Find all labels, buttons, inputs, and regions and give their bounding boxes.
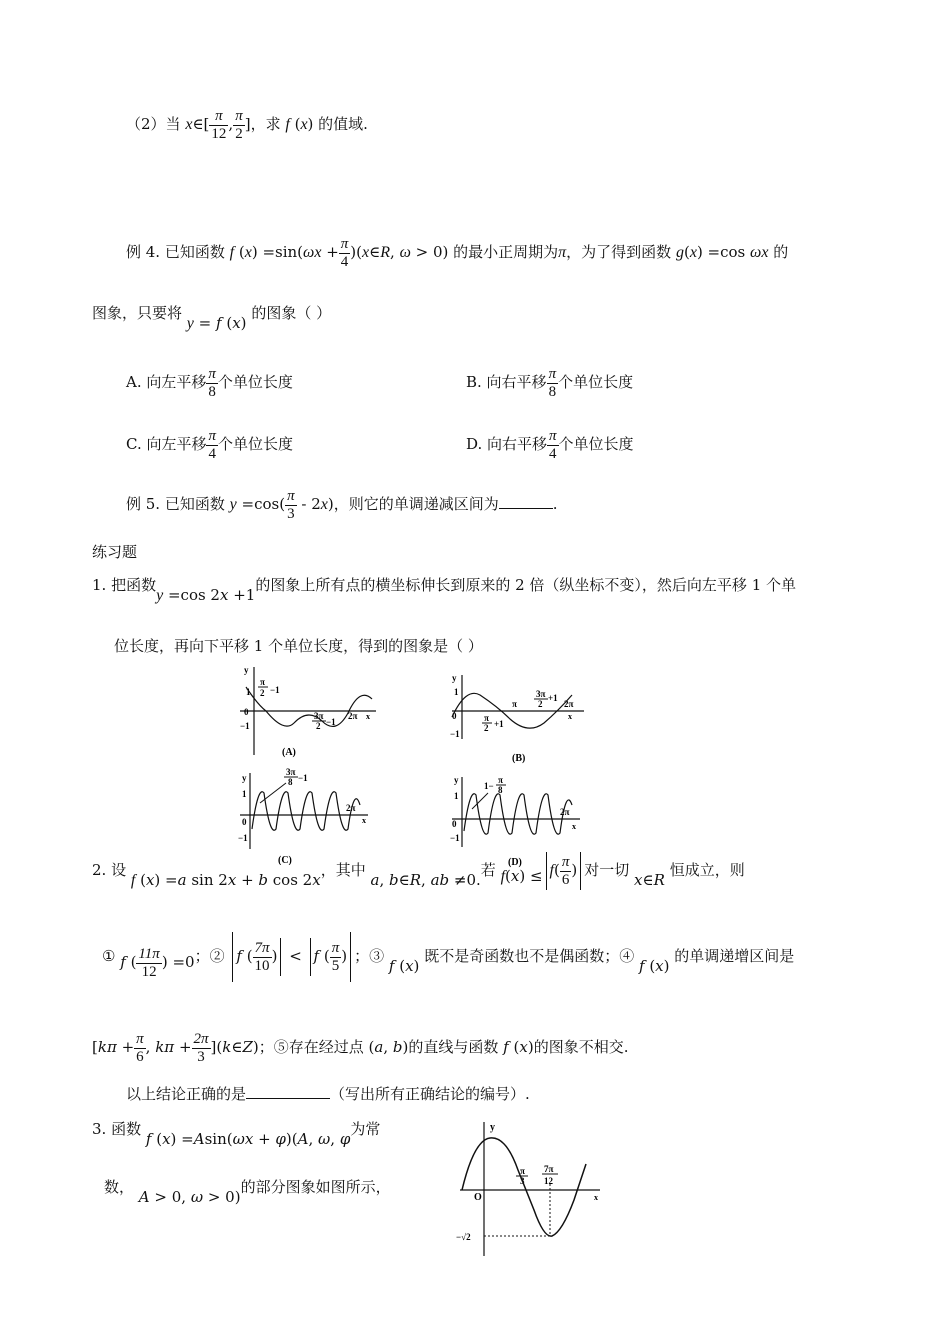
svg-text:8: 8 (288, 777, 293, 787)
p3-graph-y-label: y (490, 1122, 495, 1133)
svg-text:−1: −1 (238, 833, 248, 843)
svg-text:1: 1 (242, 789, 247, 799)
svg-text:2: 2 (538, 699, 543, 709)
graph-c-label: (C) (278, 855, 292, 865)
p1-line1: 1. 把函数y =cos 2x +1的图象上所有点的横坐标伸长到原来的 2 倍（纵坐标不变），然后向左平移 1 个单 (92, 576, 797, 604)
svg-text:3π: 3π (286, 767, 296, 777)
ex4-option-a[interactable]: A. 向左平移 $\frac{\pi}{8}$ 个单位长度 (126, 365, 293, 400)
svg-text:−1: −1 (450, 833, 460, 843)
svg-text:x: x (366, 712, 370, 721)
svg-text:8: 8 (498, 785, 503, 795)
svg-text:−√2: −√2 (456, 1232, 471, 1242)
svg-text:2π: 2π (348, 711, 358, 721)
svg-text:3: 3 (520, 1176, 525, 1186)
graph-b (448, 673, 598, 768)
svg-text:3π: 3π (314, 711, 324, 721)
svg-text:+1: +1 (494, 719, 504, 729)
svg-text:1: 1 (454, 687, 459, 697)
ex4-option-b[interactable]: B. 向右平移 $\frac{\pi}{8}$ 个单位长度 (466, 365, 634, 400)
svg-text:0: 0 (452, 711, 457, 721)
svg-text:O: O (474, 1192, 482, 1203)
svg-text:−1: −1 (450, 729, 460, 739)
answer-blank[interactable] (246, 1084, 330, 1099)
p2-ask: 以上结论正确的是 （写出所有正确结论的编号）. (126, 1085, 530, 1103)
p3-line1: 3. 函数 f (x) =Asin(ωx + φ)(A, ω, φ为常 (92, 1120, 381, 1148)
ex4-line1: 例 4. 已知函数 f (x) =sin(ωx + $\frac{\pi}{4}$ )(x∈R, ω > 0) 的最小正周期为π，为了得到函数 g(x) =cos ωx 的 (126, 235, 789, 270)
svg-text:2π: 2π (560, 807, 570, 817)
graph-a (236, 663, 386, 763)
svg-text:−1: −1 (270, 685, 280, 695)
svg-text:π: π (484, 713, 489, 723)
p2-line3: [kπ + $\frac{\pi}{6}$ , kπ + $\frac{2\pi}{3}$ ](k∈Z)；⑤存在经过点 (a, b)的直线与函数 f (x)的图象不相交. (92, 1030, 629, 1065)
svg-text:+1: +1 (548, 693, 558, 703)
svg-text:12: 12 (544, 1176, 553, 1186)
graph-a-label: (A) (282, 747, 296, 758)
p2-line1: 2. 设 f (x) =a sin 2x + b cos 2x，其中 a, b∈R, ab ≠0.若 f(x) ≤ f( $\frac{\pi}{6}$ ) 对一切 x∈R 恒成立，则 (92, 853, 745, 889)
svg-text:0: 0 (244, 707, 249, 717)
ex4-line2: 图象，只要将 y = f (x) 的图象（ ） (92, 304, 332, 332)
svg-text:−1: −1 (298, 773, 308, 783)
svg-text:1: 1 (454, 791, 459, 801)
svg-text:0: 0 (452, 819, 457, 829)
graph-a-y-label: y (244, 665, 249, 675)
graph-b-label: (B) (512, 753, 526, 764)
exercise-title: 练习题 (92, 543, 138, 561)
svg-text:2π: 2π (346, 803, 356, 813)
ex5-line: 例 5. 已知函数 y =cos( $\frac{\pi}{3}$ - 2x)，则它的单调递减区间为 . (126, 487, 558, 522)
svg-text:π: π (260, 677, 265, 687)
graph-c-y-label: y (242, 773, 247, 783)
ex4-option-d[interactable]: D. 向右平移 $\frac{\pi}{4}$ 个单位长度 (466, 427, 634, 462)
svg-text:2π: 2π (564, 699, 574, 709)
svg-text:x: x (572, 822, 576, 831)
svg-text:−1: −1 (240, 721, 250, 731)
svg-text:π: π (512, 699, 517, 709)
q2-line: （2）当 x∈[ $\frac{\pi}{12}$ , $\frac{\pi}{2}$ ]，求 f (x) 的值域. (126, 107, 368, 142)
svg-text:1−: 1− (484, 781, 494, 791)
svg-text:x: x (362, 816, 366, 825)
svg-text:7π: 7π (544, 1164, 554, 1174)
svg-text:−1: −1 (326, 717, 336, 727)
p3-graph (454, 1120, 604, 1260)
svg-text:2: 2 (316, 721, 321, 731)
p1-line2: 位长度，再向下平移 1 个单位长度，得到的图象是（ ） (114, 637, 483, 655)
svg-text:π: π (498, 775, 503, 785)
svg-text:3π: 3π (536, 689, 546, 699)
svg-text:x: x (594, 1193, 598, 1202)
svg-text:2: 2 (484, 723, 489, 733)
graph-d-label: (D) (508, 857, 522, 868)
svg-text:π: π (520, 1166, 525, 1176)
svg-text:1: 1 (246, 687, 251, 697)
p3-line2: 数， A > 0, ω > 0)的部分图象如图所示， (104, 1178, 391, 1206)
svg-text:2: 2 (260, 688, 265, 698)
graph-b-y-label: y (452, 673, 457, 683)
svg-text:0: 0 (242, 817, 247, 827)
graph-d-y-label: y (454, 775, 459, 785)
ex4-option-c[interactable]: C. 向左平移 $\frac{\pi}{4}$ 个单位长度 (126, 427, 294, 462)
svg-text:x: x (568, 712, 572, 721)
p2-line2: ① f ( $\frac{11\pi}{12}$ ) =0；② f ( $\frac{7\pi}{10}$ ) < f ( $\frac{\pi}{5}$ ) ；③ f (x) 既不是奇函数也不是偶函数；④ f (x) 的单调递增区间是 (102, 932, 794, 982)
